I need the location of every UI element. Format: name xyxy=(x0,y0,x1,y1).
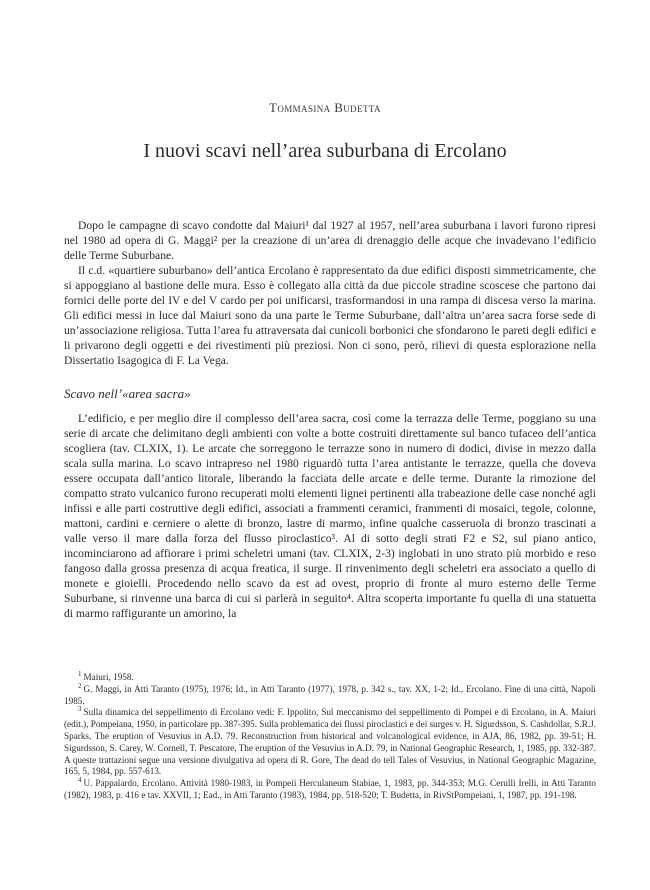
footnote-number: 4 xyxy=(78,776,82,785)
article-body xyxy=(64,218,596,621)
footnote-number: 3 xyxy=(78,705,82,714)
footnote-text: Maiuri, 1958. xyxy=(83,672,134,682)
body-paragraph-2: Il c.d. «quartiere suburbano» dell’antica Ercolano è rappresentato da due edifici disposti simmetricamente, che si appoggiano al bastione delle mura. Esso è collegato alla città da due piccole stradine scoscese che partono dai fornici delle porte del IV e del V cardo per poi unificarsi, trasformandosi in una rampa di discesa verso la marina. Gli edifici messi in luce dal Maiuri sono da una parte le Terme Suburbane, dall’altra un’area sacra forse sede di un’associazione religiosa. Tutta l’area fu attraversata dai cunicoli borbonici che sfondarono le pareti degli edifici e li privarono degli oggetti e dei rivestimenti più preziosi. Non ci sono, però, rilievi di questa esplorazione nella Dissertatio Isagogica di F. La Vega. xyxy=(64,264,596,367)
article-title: I nuovi scavi nell’area suburbana di Ercolano xyxy=(143,140,507,162)
footnotes xyxy=(64,669,596,802)
footnote-text: G. Maggi, in Atti Taranto (1975), 1976; Id., in Atti Taranto (1977), 1978, p. 342 s., tav. XX, 1-2; Id., Ercolano. Fine di una città, Napoli 1985. xyxy=(64,683,596,706)
footnote-3 xyxy=(64,707,596,778)
footnote-4 xyxy=(64,778,596,802)
footnote-number: 2 xyxy=(78,681,82,690)
footnote-1 xyxy=(64,669,596,684)
footnote-number: 1 xyxy=(78,669,82,678)
section-heading: Scavo nell’«area sacra» xyxy=(64,386,191,401)
footnote-text: U. Pappalardo, Ercolano. Attività 1980-1983, in Pompeii Herculaneum Stabiae, 1, 1983, pp. 344-353; M.G. Cerulli Irelli, in Atti Taranto (1982), 1983, p. 416 e tav. XXVII, 1; Ead., in Atti Taranto (1983), 1984, pp. 518-520; T. Budetta, in RivStPompeiani, 1, 1987, pp. 191-198. xyxy=(64,778,596,800)
footnote-2 xyxy=(64,681,596,708)
author-name: Tommasina Budetta xyxy=(269,100,381,115)
section-paragraph-1: L’edificio, e per meglio dire il complesso dell’area sacra, così come la terrazza delle Terme, poggiano su una serie di arcate che delimitano degli ambienti con volte a botte costruiti direttamente sul banco tufaceo dell’antica scogliera (tav. CLXIX, 1). Le arcate che sorreggono le terrazze sono in numero di dodici, divise in mezzo dalla scala sulla marina. Lo scavo intrapreso nel 1980 riguardò tutta l’area antistante le terrazze, quella che doveva essere occupata dall’antico litorale, liberando la facciata delle arcate e delle terme. Durante la rimozione del compatto strato vulcanico furono recuperati molti elementi lignei pertinenti alla trabeazione delle case nonché agli infissi e alle parti costruttive degli edifici, associati a frammenti ceramici, frammenti di mosaici, tegole, colonne, mattoni, cardini e cerniere o alette di bronzo, lastre di marmo, infine qualche casseruola di bronzo trascinati a valle verso il mare dalla forza del flusso piroclastico³. Al di sotto degli strati F2 e S2, sul piano antico, incominciarono ad affiorare i primi scheletri umani (tav. CLXIX, 2-3) inglobati in uno strato più morbido e reso fangoso dalla grossa presenza di acqua freatica, il surge. Il rinvenimento degli scheletri era associato a quello di monete e gioielli. Procedendo nello scavo da est ad ovest, proprio di fronte al muro esterno delle Terme Suburbane, si rinvenne una barca di cui si parlerà in seguito⁴. Altra scoperta importante fu quella di una statuetta di marmo raffigurante un amorino, la xyxy=(64,412,596,620)
footnote-text: Sulla dinamica del seppellimento di Ercolano vedi: F. Ippolito, Sul meccanismo del seppellimento di Pompei e di Ercolano, in A. Maiuri (edit.), Pompeiana, 1950, in particolare pp. 387-395. Sulla problematica dei flussi piroclastici e dei surges v. H. Sigurdsson, S. Cashdollar, S.R.J. Sparks, The eruption of Vesuvius in A.D. 79. Reconstruction from historical and volcanological evidence, in AJA, 86, 1982, pp. 39-51; H. Sigurdsson, S. Carey, W. Cornell, T. Pescatore, The eruption of the Vesuvius in A.D. 79, in National Geographic Research, 1, 1985, pp. 332-387. A queste trattazioni segue una versione divulgativa ad opera di R. Gore, The dead do tell Tales of Vesuvius, in National Geographic Magazine, 165, 5, 1984, pp. 557-613. xyxy=(64,707,596,777)
body-paragraph-1: Dopo le campagne di scavo condotte dal Maiuri¹ dal 1927 al 1957, nell’area suburbana i lavori furono ripresi nel 1980 ad opera di G. Maggi² per la creazione di un’area di drenaggio delle acque che invadevano l’edificio delle Terme Suburbane. xyxy=(64,219,596,262)
